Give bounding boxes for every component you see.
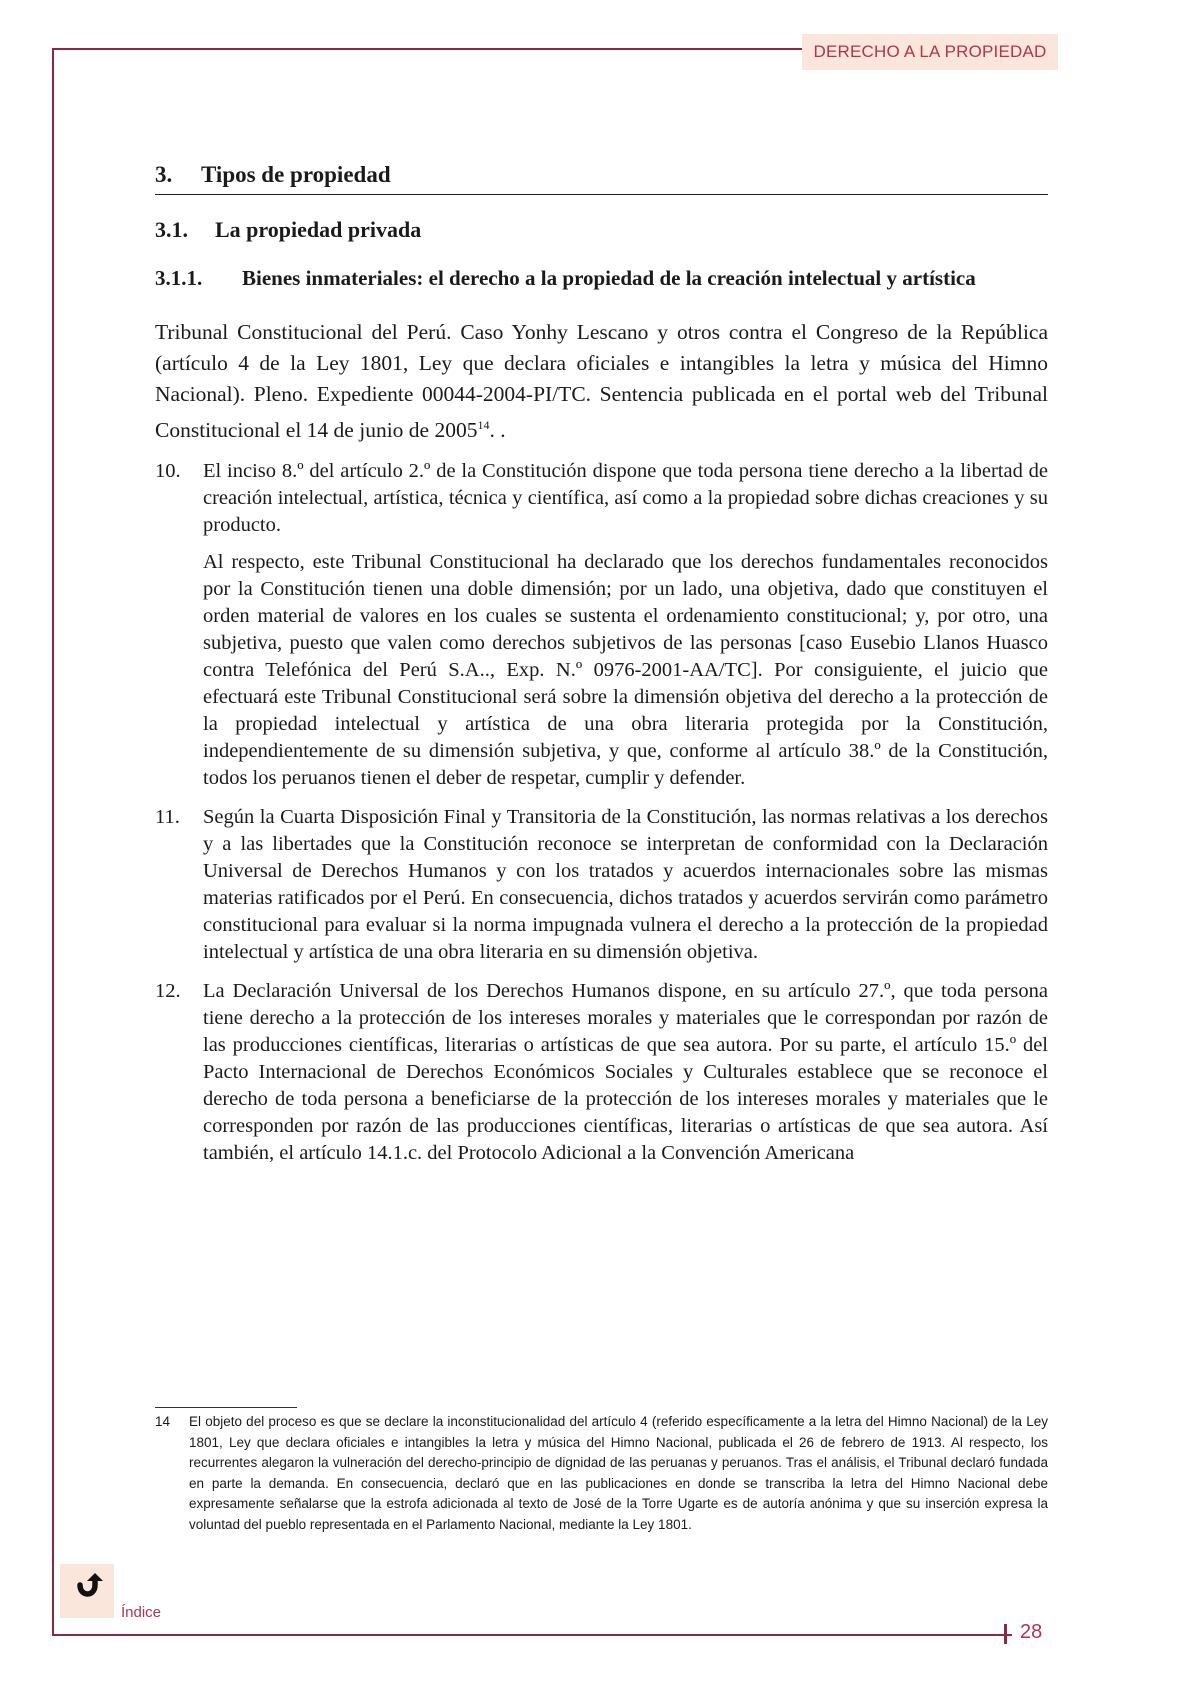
page-number: 28	[1020, 1621, 1043, 1643]
case-citation-text: Tribunal Constitucional del Perú. Caso Yonhy Lescano y otros contra el Congreso de la República (artículo 4 de la Ley 1801, Ley que declara oficiales e intangibles la letra y música del Himno Nacional). Pleno. Expediente 00044-2004-PI/TC. Sentencia publicada en el portal web del Tribunal Constitucional el 14 de junio de 2005	[155, 320, 1048, 443]
frame-left-rule	[52, 48, 54, 1636]
subsection-number: 3.1.	[155, 217, 188, 242]
numbered-paragraph	[155, 804, 1048, 966]
subsection-heading	[155, 217, 1048, 243]
back-arrow-icon	[69, 1571, 105, 1612]
section-title: Tipos de propiedad	[201, 162, 391, 187]
paragraph-text: Al respecto, este Tribunal Constitucional ha declarado que los derechos fundamentales reconocidos por la Constitución tienen una doble dimensión; por un lado, una objetiva, dado que constituyen el orden material de valores en los cuales se sustenta el ordenamiento constitucional; y, por otro, una subjetiva, puesto que valen como derechos subjetivos de las personas [caso Eusebio Llanos Huasco contra Telefónica del Perú S.A.., Exp. N.º 0976-2001-AA/TC]. Por consiguiente, el juicio que efectuará este Tribunal Constitucional será sobre la dimensión objetiva del derecho a la protección de la propiedad intelectual y artística de una obra literaria protegida por la Constitución, independientemente de su dimensión subjetiva, y que, conforme al artículo 38.º de la Constitución, todos los peruanos tienen el deber de respetar, cumplir y defender.	[203, 551, 1048, 790]
paragraph-body	[203, 458, 1048, 792]
subsubsection-heading	[155, 263, 1048, 293]
footnote-separator	[155, 1407, 297, 1408]
paragraph-number: 10.	[155, 460, 181, 483]
footnote-reference[interactable]: 14	[477, 418, 490, 432]
section-heading	[155, 162, 1048, 195]
paragraph-number: 12.	[155, 980, 181, 1003]
case-citation-trailing: . .	[489, 418, 506, 443]
section-number: 3.	[155, 162, 173, 187]
paragraph-body	[203, 978, 1048, 1167]
index-link[interactable]: Índice	[121, 1604, 162, 1621]
paragraph-text: Según la Cuarta Disposición Final y Transitoria de la Constitución, las normas relativas a los derechos y a las libertades que la Constitución reconoce se interpretan de conformidad con la Declaración Universal de Derechos Humanos y con los tratados y acuerdos internacionales sobre las mismas materias ratificados por el Perú. En consecuencia, dichos tratados y acuerdos servirán como parámetro constitucional para evaluar si la norma impugnada vulnera el derecho a la protección de la propiedad intelectual y artística de una obra literaria en su dimensión objetiva.	[203, 806, 1048, 964]
subsubsection-number: 3.1.1.	[155, 266, 203, 290]
frame-top-rule	[52, 48, 802, 50]
main-content	[155, 162, 1048, 1167]
numbered-paragraph	[155, 978, 1048, 1167]
case-citation	[155, 317, 1048, 446]
subsection-title: La propiedad privada	[215, 217, 422, 242]
frame-tick	[1004, 1624, 1007, 1644]
paragraph-number: 11.	[155, 806, 180, 829]
footnote-number: 14	[155, 1414, 171, 1429]
frame-bottom-rule	[52, 1634, 1012, 1636]
subsubsection-title: Bienes inmateriales: el derecho a la propiedad de la creación intelectual y artística	[242, 266, 976, 290]
paragraph-text: La Declaración Universal de los Derechos Humanos dispone, en su artículo 27.º, que toda persona tiene derecho a la protección de los intereses morales y materiales que le correspondan por razón de las producciones científicas, literarias o artísticas de que sea autora. Por su parte, el artículo 15.º del Pacto Internacional de Derechos Económicos Sociales y Culturales establece que se reconoce el derecho de toda persona a beneficiarse de la protección de los intereses morales y materiales que le corresponden por razón de las producciones científicas, literarias o artísticas de que sea autora. Así también, el artículo 14.1.c. del Protocolo Adicional a la Convención Americana	[203, 980, 1048, 1165]
paragraph-text: El inciso 8.º del artículo 2.º de la Constitución dispone que toda persona tiene derecho a la libertad de creación intelectual, artística, técnica y científica, así como a la propiedad sobre dichas creaciones y su producto.	[203, 460, 1048, 537]
index-button[interactable]	[60, 1564, 114, 1618]
footnote	[155, 1412, 1048, 1535]
numbered-paragraph	[155, 458, 1048, 792]
footnote-text: El objeto del proceso es que se declare la inconstitucionalidad del artículo 4 (referido específicamente a la letra del Himno Nacional) de la Ley 1801, Ley que declara oficiales e intangibles la letra y música del Himno Nacional, publicada el 26 de febrero de 1913. Al respecto, los recurrentes alegaron la vulneración del derecho-principio de dignidad de las peruanas y peruanos. Tras el análisis, el Tribunal declaró fundada en parte la demanda. En consecuencia, declaró que en las publicaciones en donde se transcriba la letra del Himno Nacional debe expresamente señalarse que la estrofa adicionada al texto de José de la Torre Ugarte es de autoría anónima y que su inserción expresa la voluntad del pueblo representada en el Parlamento Nacional, mediante la Ley 1801.	[189, 1414, 1048, 1532]
section-header-tab: DERECHO A LA PROPIEDAD	[802, 34, 1058, 70]
paragraph-body	[203, 804, 1048, 966]
